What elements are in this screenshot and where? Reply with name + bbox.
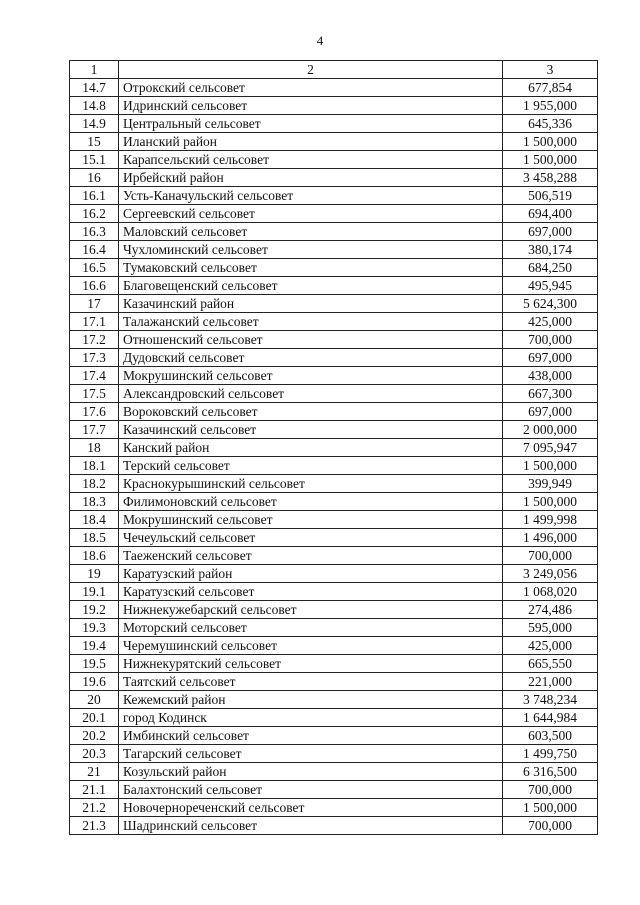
row-value: 1 500,000 (503, 493, 598, 511)
row-name: Шадринский сельсовет (119, 817, 503, 835)
row-value: 380,174 (503, 241, 598, 259)
row-name: Александровский сельсовет (119, 385, 503, 403)
table-row (70, 133, 598, 151)
row-number: 17.4 (70, 367, 119, 385)
row-value: 1 499,750 (503, 745, 598, 763)
table-row (70, 79, 598, 97)
row-name: Тумаковский сельсовет (119, 259, 503, 277)
row-value: 603,500 (503, 727, 598, 745)
table-header-row (70, 61, 598, 79)
table-body (70, 61, 598, 835)
row-value: 1 955,000 (503, 97, 598, 115)
row-number: 17.6 (70, 403, 119, 421)
row-number: 21.2 (70, 799, 119, 817)
row-value: 700,000 (503, 817, 598, 835)
row-number: 18.4 (70, 511, 119, 529)
row-value: 5 624,300 (503, 295, 598, 313)
row-value: 3 458,288 (503, 169, 598, 187)
table-row (70, 421, 598, 439)
row-name: Благовещенский сельсовет (119, 277, 503, 295)
row-value: 700,000 (503, 331, 598, 349)
table-row (70, 457, 598, 475)
row-value: 1 068,020 (503, 583, 598, 601)
column-header-number: 1 (70, 61, 119, 79)
table-row (70, 547, 598, 565)
table-row (70, 493, 598, 511)
row-value: 3 249,056 (503, 565, 598, 583)
row-value: 1 500,000 (503, 151, 598, 169)
row-number: 21.3 (70, 817, 119, 835)
table-row (70, 259, 598, 277)
row-number: 19.4 (70, 637, 119, 655)
table-row (70, 277, 598, 295)
table-row (70, 691, 598, 709)
table-row (70, 763, 598, 781)
row-value: 694,400 (503, 205, 598, 223)
row-number: 18.5 (70, 529, 119, 547)
row-number: 15 (70, 133, 119, 151)
row-number: 21 (70, 763, 119, 781)
row-name: Отношенский сельсовет (119, 331, 503, 349)
row-value: 700,000 (503, 781, 598, 799)
table-row (70, 349, 598, 367)
row-number: 16.6 (70, 277, 119, 295)
table-row (70, 331, 598, 349)
allocation-table (69, 60, 598, 835)
row-number: 19 (70, 565, 119, 583)
row-value: 1 500,000 (503, 799, 598, 817)
row-value: 6 316,500 (503, 763, 598, 781)
table-row (70, 151, 598, 169)
row-name: Моторский сельсовет (119, 619, 503, 637)
table-row (70, 205, 598, 223)
row-name: Сергеевский сельсовет (119, 205, 503, 223)
row-number: 20.2 (70, 727, 119, 745)
row-name: Нижнекужебарский сельсовет (119, 601, 503, 619)
table-row (70, 475, 598, 493)
row-number: 17.2 (70, 331, 119, 349)
table-row (70, 169, 598, 187)
row-value: 595,000 (503, 619, 598, 637)
row-number: 20.1 (70, 709, 119, 727)
row-number: 19.3 (70, 619, 119, 637)
row-name: Центральный сельсовет (119, 115, 503, 133)
row-number: 19.1 (70, 583, 119, 601)
row-name: Тагарский сельсовет (119, 745, 503, 763)
row-name: Казачинский сельсовет (119, 421, 503, 439)
row-number: 19.2 (70, 601, 119, 619)
table-row (70, 529, 598, 547)
row-value: 1 644,984 (503, 709, 598, 727)
table-row (70, 403, 598, 421)
row-name: Каратузский район (119, 565, 503, 583)
table-row (70, 673, 598, 691)
row-number: 14.9 (70, 115, 119, 133)
table-row (70, 583, 598, 601)
row-value: 665,550 (503, 655, 598, 673)
row-number: 14.8 (70, 97, 119, 115)
table-row (70, 745, 598, 763)
row-value: 1 496,000 (503, 529, 598, 547)
row-value: 425,000 (503, 637, 598, 655)
row-name: Имбинский сельсовет (119, 727, 503, 745)
row-value: 1 500,000 (503, 457, 598, 475)
table-row (70, 799, 598, 817)
row-value: 1 500,000 (503, 133, 598, 151)
table-row (70, 295, 598, 313)
row-name: Козульский район (119, 763, 503, 781)
table-row (70, 313, 598, 331)
row-name: Канский район (119, 439, 503, 457)
row-name: Краснокурышинский сельсовет (119, 475, 503, 493)
row-name: Карапсельский сельсовет (119, 151, 503, 169)
row-value: 667,300 (503, 385, 598, 403)
row-number: 14.7 (70, 79, 119, 97)
row-number: 15.1 (70, 151, 119, 169)
row-number: 18.1 (70, 457, 119, 475)
row-number: 16.4 (70, 241, 119, 259)
table-row (70, 727, 598, 745)
row-value: 697,000 (503, 403, 598, 421)
row-number: 18.3 (70, 493, 119, 511)
row-number: 19.6 (70, 673, 119, 691)
row-number: 17.1 (70, 313, 119, 331)
row-name: Вороковский сельсовет (119, 403, 503, 421)
row-value: 399,949 (503, 475, 598, 493)
row-number: 18.6 (70, 547, 119, 565)
row-value: 425,000 (503, 313, 598, 331)
row-value: 3 748,234 (503, 691, 598, 709)
row-number: 18 (70, 439, 119, 457)
row-name: Новочернореченский сельсовет (119, 799, 503, 817)
row-number: 16.2 (70, 205, 119, 223)
row-value: 1 499,998 (503, 511, 598, 529)
row-name: Мокрушинский сельсовет (119, 511, 503, 529)
row-name: Кежемский район (119, 691, 503, 709)
table-row (70, 97, 598, 115)
table-row (70, 439, 598, 457)
row-name: Талажанский сельсовет (119, 313, 503, 331)
row-name: Филимоновский сельсовет (119, 493, 503, 511)
row-value: 700,000 (503, 547, 598, 565)
page-number: 4 (316, 33, 324, 48)
table-row (70, 655, 598, 673)
row-number: 17.5 (70, 385, 119, 403)
table-row (70, 511, 598, 529)
table-row (70, 241, 598, 259)
row-name: Казачинский район (119, 295, 503, 313)
row-number: 20.3 (70, 745, 119, 763)
row-value: 506,519 (503, 187, 598, 205)
table-row (70, 781, 598, 799)
row-name: Таятский сельсовет (119, 673, 503, 691)
row-number: 21.1 (70, 781, 119, 799)
row-number: 16.5 (70, 259, 119, 277)
row-name: Чухломинский сельсовет (119, 241, 503, 259)
row-number: 16 (70, 169, 119, 187)
row-value: 684,250 (503, 259, 598, 277)
table-row (70, 385, 598, 403)
row-name: Таеженский сельсовет (119, 547, 503, 565)
table-row (70, 601, 598, 619)
row-number: 19.5 (70, 655, 119, 673)
row-name: Усть-Каначульский сельсовет (119, 187, 503, 205)
table-row (70, 619, 598, 637)
row-value: 274,486 (503, 601, 598, 619)
table-row (70, 223, 598, 241)
row-name: Отрокский сельсовет (119, 79, 503, 97)
table-row (70, 367, 598, 385)
row-number: 17.3 (70, 349, 119, 367)
row-value: 645,336 (503, 115, 598, 133)
row-value: 495,945 (503, 277, 598, 295)
row-value: 697,000 (503, 349, 598, 367)
table-row (70, 115, 598, 133)
row-name: Идринский сельсовет (119, 97, 503, 115)
row-name: город Кодинск (119, 709, 503, 727)
table-row (70, 187, 598, 205)
row-name: Ирбейский район (119, 169, 503, 187)
row-value: 677,854 (503, 79, 598, 97)
row-number: 16.3 (70, 223, 119, 241)
row-name: Маловский сельсовет (119, 223, 503, 241)
row-number: 17 (70, 295, 119, 313)
row-value: 7 095,947 (503, 439, 598, 457)
table-row (70, 817, 598, 835)
row-name: Каратузский сельсовет (119, 583, 503, 601)
row-name: Чечеульский сельсовет (119, 529, 503, 547)
row-value: 697,000 (503, 223, 598, 241)
row-name: Иланский район (119, 133, 503, 151)
row-value: 221,000 (503, 673, 598, 691)
row-number: 20 (70, 691, 119, 709)
table-row (70, 637, 598, 655)
row-number: 17.7 (70, 421, 119, 439)
row-value: 438,000 (503, 367, 598, 385)
table-row (70, 565, 598, 583)
row-number: 18.2 (70, 475, 119, 493)
row-name: Терский сельсовет (119, 457, 503, 475)
table-row (70, 709, 598, 727)
row-name: Нижнекурятский сельсовет (119, 655, 503, 673)
column-header-name: 2 (119, 61, 503, 79)
row-name: Мокрушинский сельсовет (119, 367, 503, 385)
column-header-value: 3 (503, 61, 598, 79)
row-value: 2 000,000 (503, 421, 598, 439)
row-number: 16.1 (70, 187, 119, 205)
row-name: Балахтонский сельсовет (119, 781, 503, 799)
row-name: Черемушинский сельсовет (119, 637, 503, 655)
row-name: Дудовский сельсовет (119, 349, 503, 367)
